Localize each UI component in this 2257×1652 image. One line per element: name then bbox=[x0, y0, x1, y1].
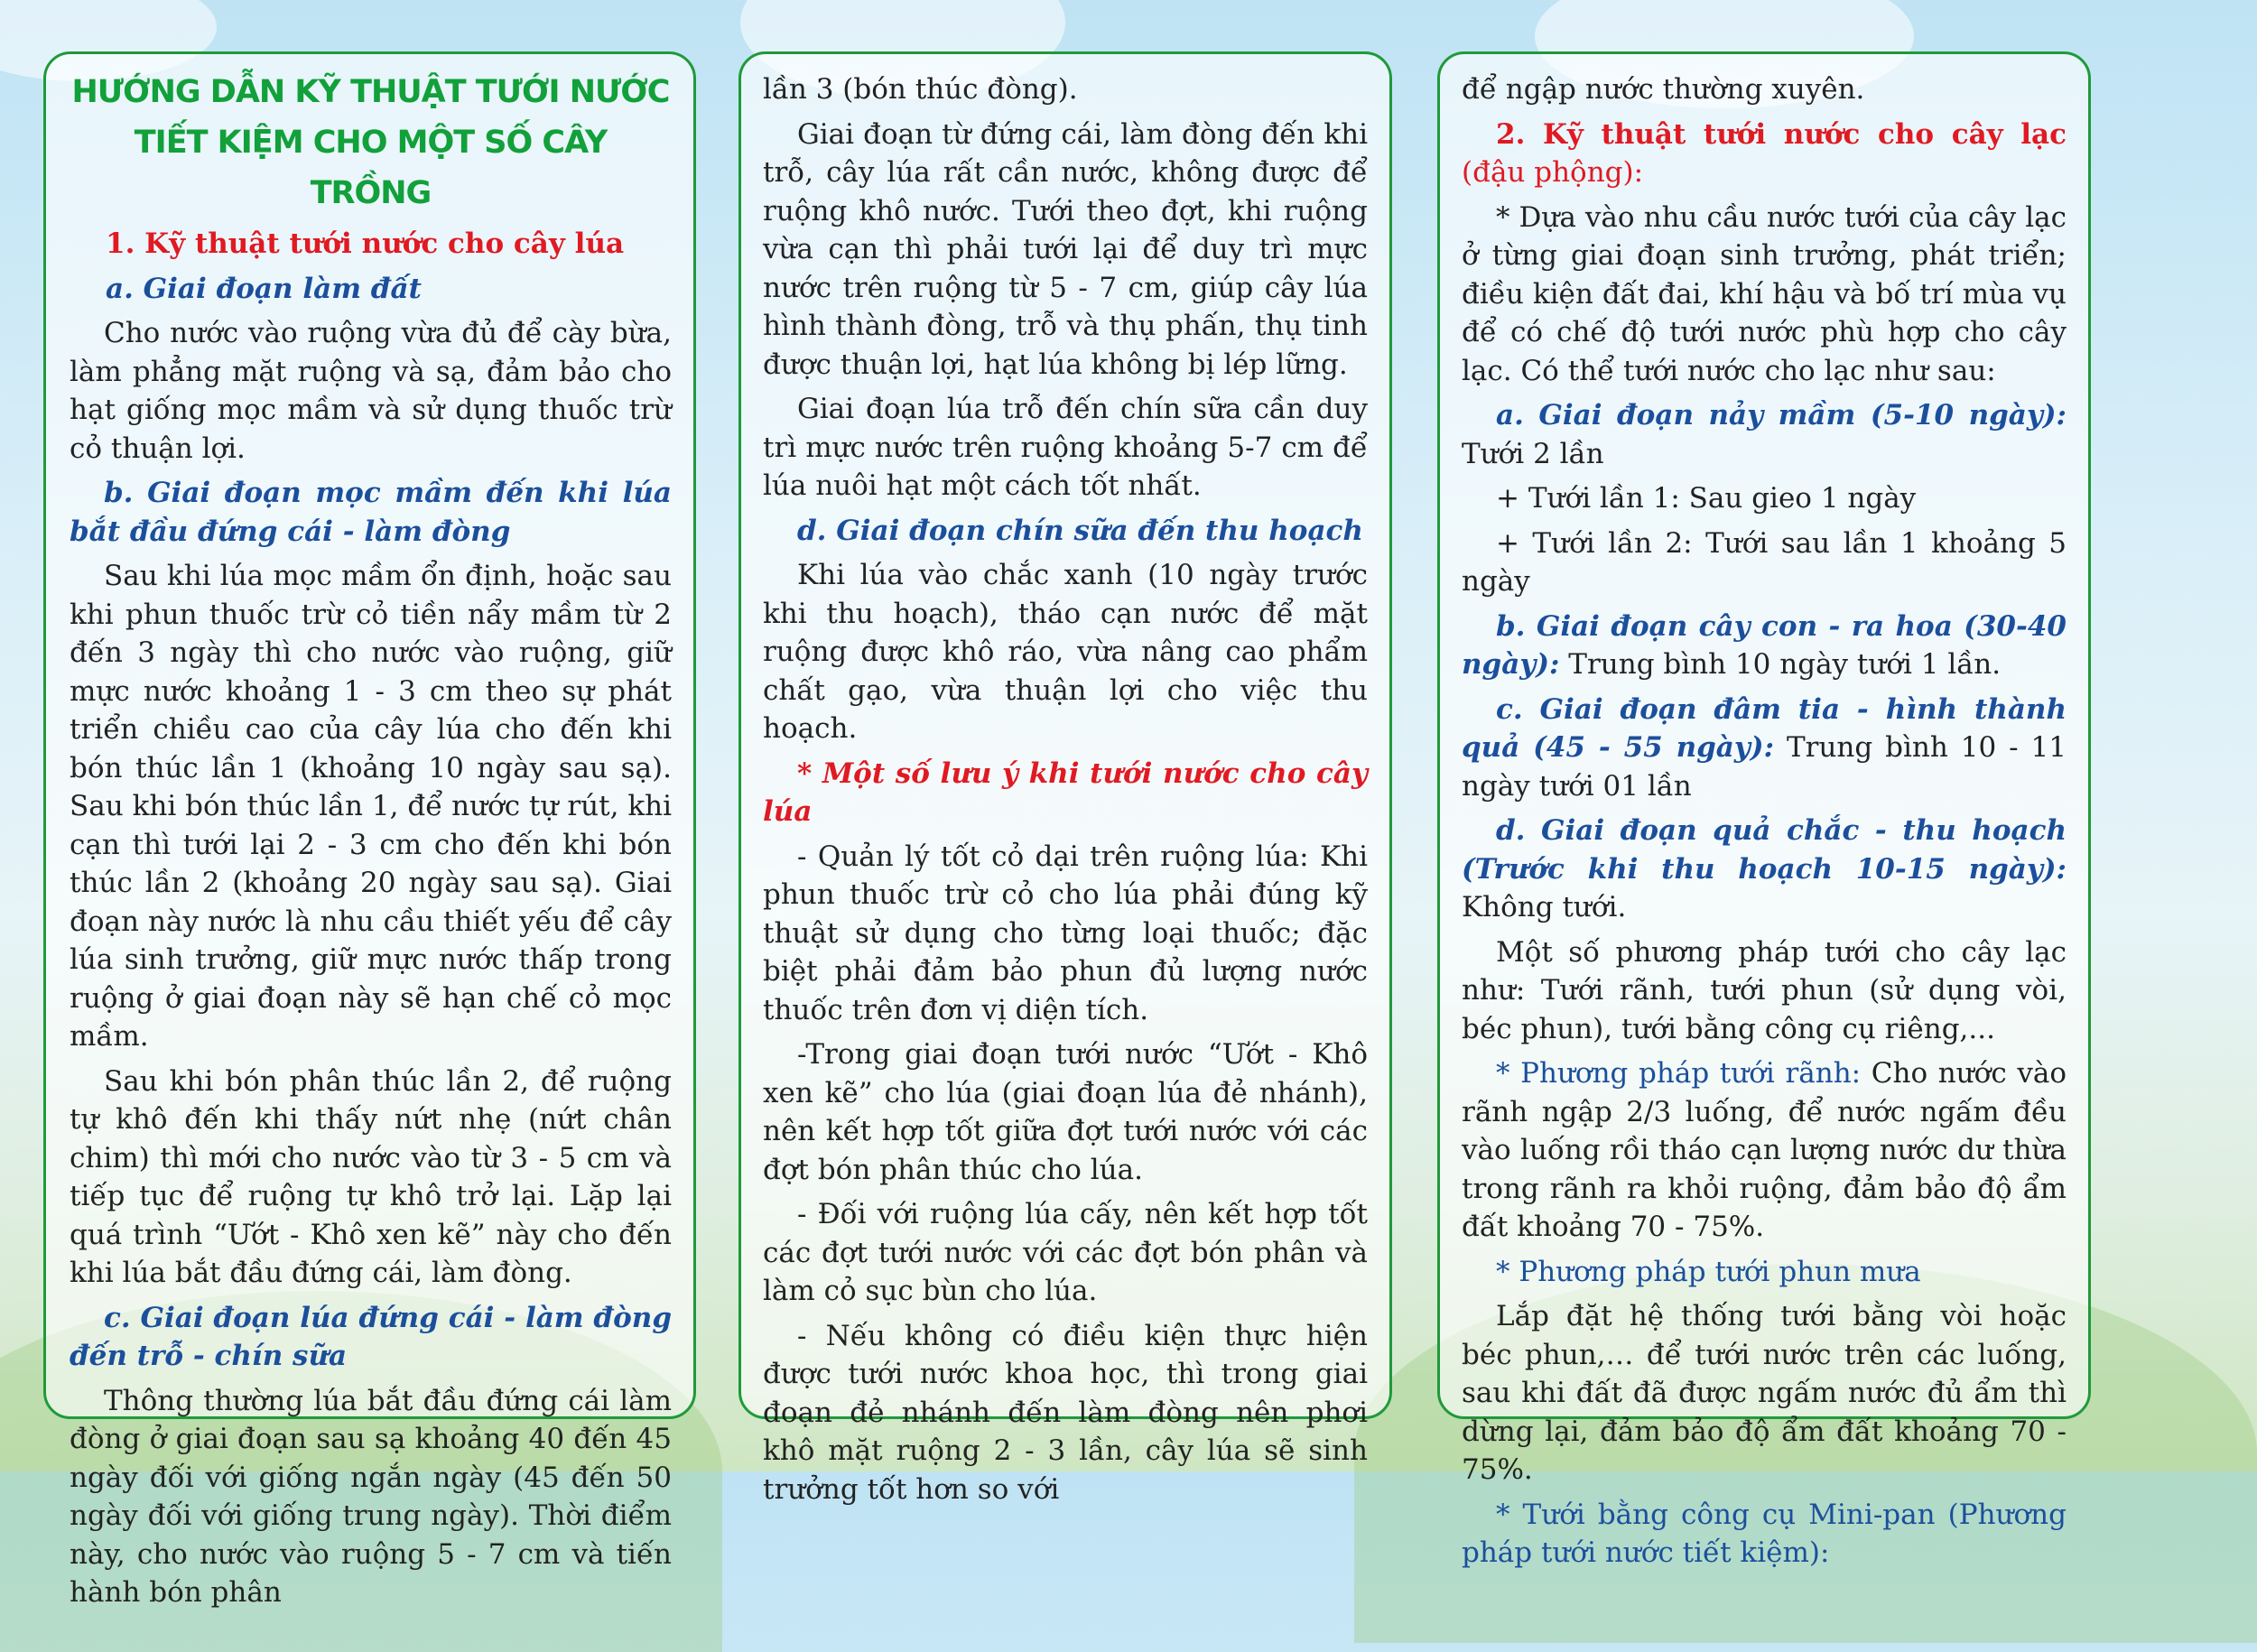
paragraph bbox=[1462, 396, 2067, 473]
heading-text: 1. Kỹ thuật tưới nước cho cây lúa bbox=[106, 227, 625, 260]
section-heading-peanut bbox=[1462, 116, 2067, 192]
paragraph: * Dựa vào nhu cầu nước tưới của cây lạc ở từng giai đoạn sinh trưởng, phát triển; điều kiện đất đai, khí hậu và bố trí mùa vụ để có chế độ tưới nước phù hợp cho cây lạc. Có thể tưới nước cho lạc như sau: bbox=[1462, 200, 2067, 387]
paragraph bbox=[1462, 1054, 2067, 1247]
paragraph: Thông thường lúa bắt đầu đứng cái làm đòng ở giai đoạn sau sạ khoảng 40 đến 45 ngày đối với giống ngắn ngày (45 đến 50 ngày đối với giống trung ngày). Thời điểm này, cho nước vào ruộng 5 - 7 cm và tiến hành bón phân bbox=[70, 1384, 672, 1609]
paragraph: lần 3 (bón thúc đòng). bbox=[763, 73, 1078, 106]
paragraph: + Tưới lần 2: Tưới sau lần 1 khoảng 5 ngày bbox=[1462, 526, 2067, 598]
heading-text: d. Giai đoạn chín sữa đến thu hoạch bbox=[797, 514, 1363, 547]
subheading-harvest bbox=[763, 512, 1368, 551]
heading-text: (đậu phộng): bbox=[1462, 156, 1644, 189]
subheading-panicle bbox=[70, 1299, 672, 1376]
heading-text: c. Giai đoạn đâm tia - hình thành quả (45 - 55 ngày): bbox=[1462, 692, 2067, 764]
paragraph: Sau khi lúa mọc mầm ổn định, hoặc sau khi phun thuốc trừ cỏ tiền nẩy mầm từ 2 đến 3 ngày thì cho nước vào ruộng, giữ mực nước khoảng 1 - 3 cm theo sự phát triển chiều cao của cây lúa cho đến khi bón thúc lần 1 (khoảng 10 ngày sau sạ). Sau khi bón thúc lần 1, để nước tự rút, khi cạn thì tưới lại 2 - 3 cm cho đến khi bón thúc lần 2 (khoảng 20 ngày sau sạ). Giai đoạn này nước là nhu cầu thiết yếu để cây lúa sinh trưởng, giữ mực nước thấp trong ruộng ở giai đoạn này sẽ hạn chế cỏ mọc mầm. bbox=[70, 560, 672, 1053]
text: Trung bình 10 ngày tưới 1 lần. bbox=[1559, 648, 2002, 681]
paragraph bbox=[1462, 691, 2067, 806]
heading-text: d. Giai đoạn quả chắc - thu hoạch (Trước khi thu hoạch 10-15 ngày): bbox=[1462, 814, 2067, 886]
subheading-notes bbox=[763, 755, 1368, 831]
paragraph: Cho nước vào ruộng vừa đủ để cày bừa, làm phẳng mặt ruộng và sạ, đảm bảo cho hạt giống mọc mầm và sử dụng thuốc trừ cỏ thuận lợi. bbox=[70, 317, 672, 465]
paragraph: Một số phương pháp tưới cho cây lạc như: Tưới rãnh, tưới phun (sử dụng vòi, béc phun), tưới bằng công cụ riêng,... bbox=[1462, 935, 2067, 1045]
heading-text: a. Giai đoạn làm đất bbox=[106, 272, 422, 305]
paragraph bbox=[1462, 608, 2067, 684]
heading-text: b. Giai đoạn cây con - ra hoa (30-40 ngày): bbox=[1462, 609, 2067, 681]
paragraph bbox=[1462, 812, 2067, 927]
paragraph: Sau khi bón phân thúc lần 2, để ruộng tự khô đến khi thấy nứt nhẹ (nứt chân chim) thì mới cho nước vào từ 3 - 5 cm và tiếp tục để ruộng tự khô trở lại. Lặp lại quá trình “Ướt - Khô xen kẽ” này cho đến khi lúa bắt đầu đứng cái, làm đòng. bbox=[70, 1064, 672, 1289]
paragraph: để ngập nước thường xuyên. bbox=[1462, 73, 1865, 106]
paragraph: * Tưới bằng công cụ Mini-pan (Phương pháp tưới nước tiết kiệm): bbox=[1462, 1498, 2067, 1569]
heading-text: * Phương pháp tưới rãnh: bbox=[1496, 1057, 1862, 1090]
title-line: HƯỚNG DẪN KỸ THUẬT TƯỚI NƯỚC bbox=[71, 74, 670, 110]
panel-rice-continued bbox=[738, 51, 1392, 1506]
title-line: TIẾT KIỆM CHO MỘT SỐ CÂY TRỒNG bbox=[134, 125, 608, 211]
panel-peanut-irrigation bbox=[1437, 51, 2091, 1569]
heading-text: c. Giai đoạn lúa đứng cái - làm đòng đến trỗ - chín sữa bbox=[70, 1301, 672, 1372]
subheading-land-prep bbox=[70, 270, 672, 309]
text: Cho nước vào rãnh ngập 2/3 luống, để nước ngấm đều vào luống rồi tháo cạn lượng nước dư thừa trong rãnh ra khỏi ruộng, đảm bảo độ ẩm đất khoảng 70 - 75%. bbox=[1462, 1057, 2067, 1243]
paragraph: - Quản lý tốt cỏ dại trên ruộng lúa: Khi phun thuốc trừ cỏ cho lúa phải đúng kỹ thuật sử dụng cho từng loại thuốc; đặc biệt phải đảm bảo phun đủ lượng nước thuốc trên đơn vị diện tích. bbox=[763, 840, 1368, 1026]
text: Tưới 2 lần bbox=[1462, 437, 1604, 470]
subheading-sprinkler bbox=[1462, 1253, 2067, 1292]
text: Trung bình 10 - 11 ngày tưới 01 lần bbox=[1462, 731, 2067, 803]
paragraph: -Trong giai đoạn tưới nước “Ướt - Khô xen kẽ” cho lúa (giai đoạn lúa đẻ nhánh), nên kết hợp tốt giữa đợt tưới nước với các đợt bón phân thúc cho lúa. bbox=[763, 1038, 1368, 1186]
paragraph: Lắp đặt hệ thống tưới bằng vòi hoặc béc phun,… để tưới nước trên các luống, sau khi đất đã được ngấm nước đủ ẩm thì dừng lại, đảm bảo độ ẩm đất khoảng 70 - 75%. bbox=[1462, 1300, 2067, 1486]
paragraph: - Đối với ruộng lúa cấy, nên kết hợp tốt các đợt tưới nước với các đợt bón phân và làm cỏ sục bùn cho lúa. bbox=[763, 1198, 1368, 1307]
paragraph: Khi lúa vào chắc xanh (10 ngày trước khi thu hoạch), tháo cạn nước để mặt ruộng được khô ráo, vừa nâng cao phẩm chất gạo, vừa thuận lợi cho việc thu hoạch. bbox=[763, 559, 1368, 745]
panel-rice-irrigation bbox=[43, 51, 696, 1609]
document-title bbox=[70, 67, 672, 218]
heading-text: * Phương pháp tưới phun mưa bbox=[1496, 1255, 1921, 1288]
paragraph: Giai đoạn lúa trỗ đến chín sữa cần duy trì mực nước trên ruộng khoảng 5-7 cm để lúa nuôi hạt một cách tốt nhất. bbox=[763, 393, 1368, 502]
subheading-germination bbox=[70, 474, 672, 551]
heading-text: * Một số lưu ý khi tưới nước cho cây lúa bbox=[763, 756, 1368, 828]
paragraph: - Nếu không có điều kiện thực hiện được tưới nước khoa học, thì trong giai đoạn đẻ nhánh đến làm đòng nên phơi khô mặt ruộng 2 - 3 lần, cây lúa sẽ sinh trưởng tốt hơn so với bbox=[763, 1319, 1368, 1506]
text: Không tưới. bbox=[1462, 891, 1627, 923]
paragraph: Giai đoạn từ đứng cái, làm đòng đến khi trỗ, cây lúa rất cần nước, không được để ruộng khô nước. Tưới theo đợt, khi ruộng vừa cạn thì phải tưới lại để duy trì mực nước trên ruộng từ 5 - 7 cm, giúp cây lúa hình thành đòng, trỗ và thụ phấn, thụ tinh được thuận lợi, hạt lúa không bị lép lững. bbox=[763, 117, 1368, 381]
heading-text: a. Giai đoạn nảy mầm (5-10 ngày): bbox=[1496, 399, 2067, 432]
paragraph: + Tưới lần 1: Sau gieo 1 ngày bbox=[1496, 482, 1917, 515]
heading-text: 2. Kỹ thuật tưới nước cho cây lạc bbox=[1496, 117, 2067, 151]
section-heading-rice bbox=[70, 225, 672, 264]
heading-text: b. Giai đoạn mọc mầm đến khi lúa bắt đầu đứng cái - làm đòng bbox=[70, 477, 672, 548]
